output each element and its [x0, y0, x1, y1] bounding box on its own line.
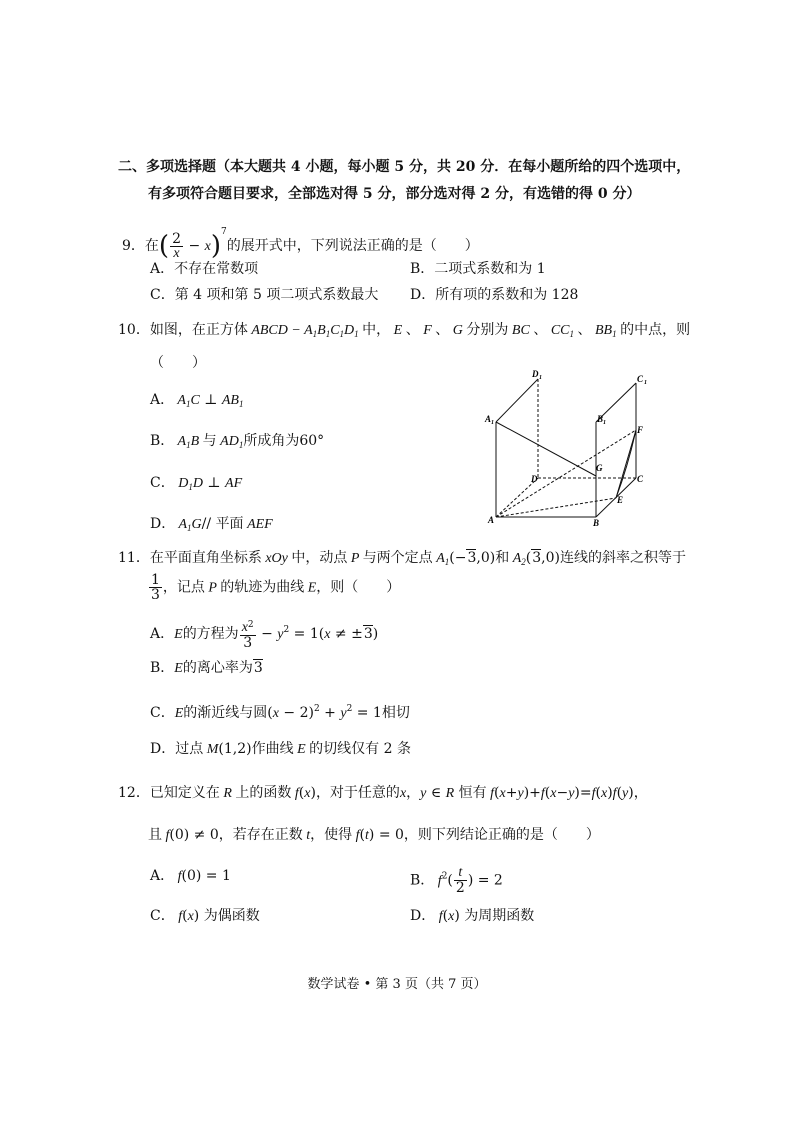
label-d: D [531, 474, 538, 484]
q9-option-a: A．不存在常数项 [150, 261, 259, 277]
q9-stem: 9．在( $\frac{2}{x}$ − x)$^7$的展开式中，下列说法正确的是（ ） [122, 227, 479, 261]
q12-option-b: B． $f^2$( $\frac{t}{2}$ ) = 2 [410, 865, 503, 896]
cube-figure [478, 366, 658, 526]
label-f: F [637, 425, 644, 435]
svg-text:1: 1 [603, 420, 606, 426]
svg-text:1: 1 [539, 375, 542, 381]
section-title-line2: 有多项符合题目要求，全部选对得 5 分，部分选对得 2 分，有选错的得 0 分） [148, 186, 641, 202]
q10-paren: （ ） [150, 355, 206, 371]
label-b1: B [597, 414, 604, 424]
label-e: E [617, 495, 624, 505]
q9-option-c: C．第 4 项和第 5 项二项式系数最大 [150, 287, 379, 303]
q10-option-c: C． $D_1D$ ⊥ AF [150, 475, 243, 492]
q10-option-a: A． $A_1C$ ⊥ $AB_1$ [150, 392, 244, 409]
page-footer: 数学试卷 • 第 3 页（共 7 页） [307, 977, 487, 992]
q12-option-a: A． f(0) = 1 [150, 868, 231, 884]
svg-text:1: 1 [644, 380, 647, 386]
q12-option-c: C． f(x) 为偶函数 [150, 908, 260, 924]
label-d1: D [532, 369, 539, 379]
q10-option-d: D． $A_1G//$ 平面 AEF [150, 516, 273, 533]
label-a: A [488, 515, 495, 525]
section-title-line1: 二、多项选择题（本大题共 4 小题，每小题 5 分，共 20 分．在每小题所给的四个选项中， [118, 159, 691, 175]
q12-stem: 12．已知定义在 R 上的函数 f(x)，对于任意的x，y ∈ R 恒有 f(x+y)+f(x−y)=f(x)f(y)， [118, 785, 648, 801]
q9-option-d: D．所有项的系数和为 128 [410, 287, 579, 303]
q11-option-a: A．E的方程为 $\frac{x^2}{3}$ − $y^2 = 1(x \ne \pm 3)$ [150, 620, 379, 651]
q10-option-b: B． $A_1B$ 与 $AD_1$所成角为60° [150, 433, 325, 450]
label-a1: A [485, 414, 492, 424]
q12-option-d: D． f(x) 为周期函数 [410, 908, 535, 924]
q10-stem: 10．如图，在正方体 ABCD − $A_1B_1C_1D_1$ 中， E 、 F 、 G 分别为 BC 、 $CC_1$ 、 $BB_1$ 的中点，则 [118, 322, 691, 339]
q9-option-b: B．二项式系数和为 1 [410, 261, 546, 277]
label-c1: C [637, 374, 644, 384]
q11-option-c: C．E的渐近线与圆$(x - 2)^2 + y^2 = 1$相切 [150, 704, 410, 721]
q12-stem-2: 且 f(0) ≠ 0，若存在正数 t，使得 f(t) = 0，则下列结论正确的是（ ） [148, 827, 600, 843]
label-g: G [596, 463, 603, 473]
label-b: B [593, 518, 600, 526]
q11-stem: 11．在平面直角坐标系 xOy 中，动点 P 与两个定点 $A_1(-3,0)$和 $A_2(3,0)$连线的斜率之积等于 [118, 550, 686, 567]
q11-option-b: B．E的离心率为3 [150, 660, 263, 676]
q11-stem-2: $\frac{1}{3}$ ，记点 P 的轨迹为曲线 E，则（ ） [151, 572, 401, 603]
q11-option-d: D．过点 M(1,2)作曲线 E 的切线仅有 2 条 [150, 741, 411, 757]
label-c: C [637, 474, 644, 484]
svg-text:1: 1 [491, 420, 494, 426]
